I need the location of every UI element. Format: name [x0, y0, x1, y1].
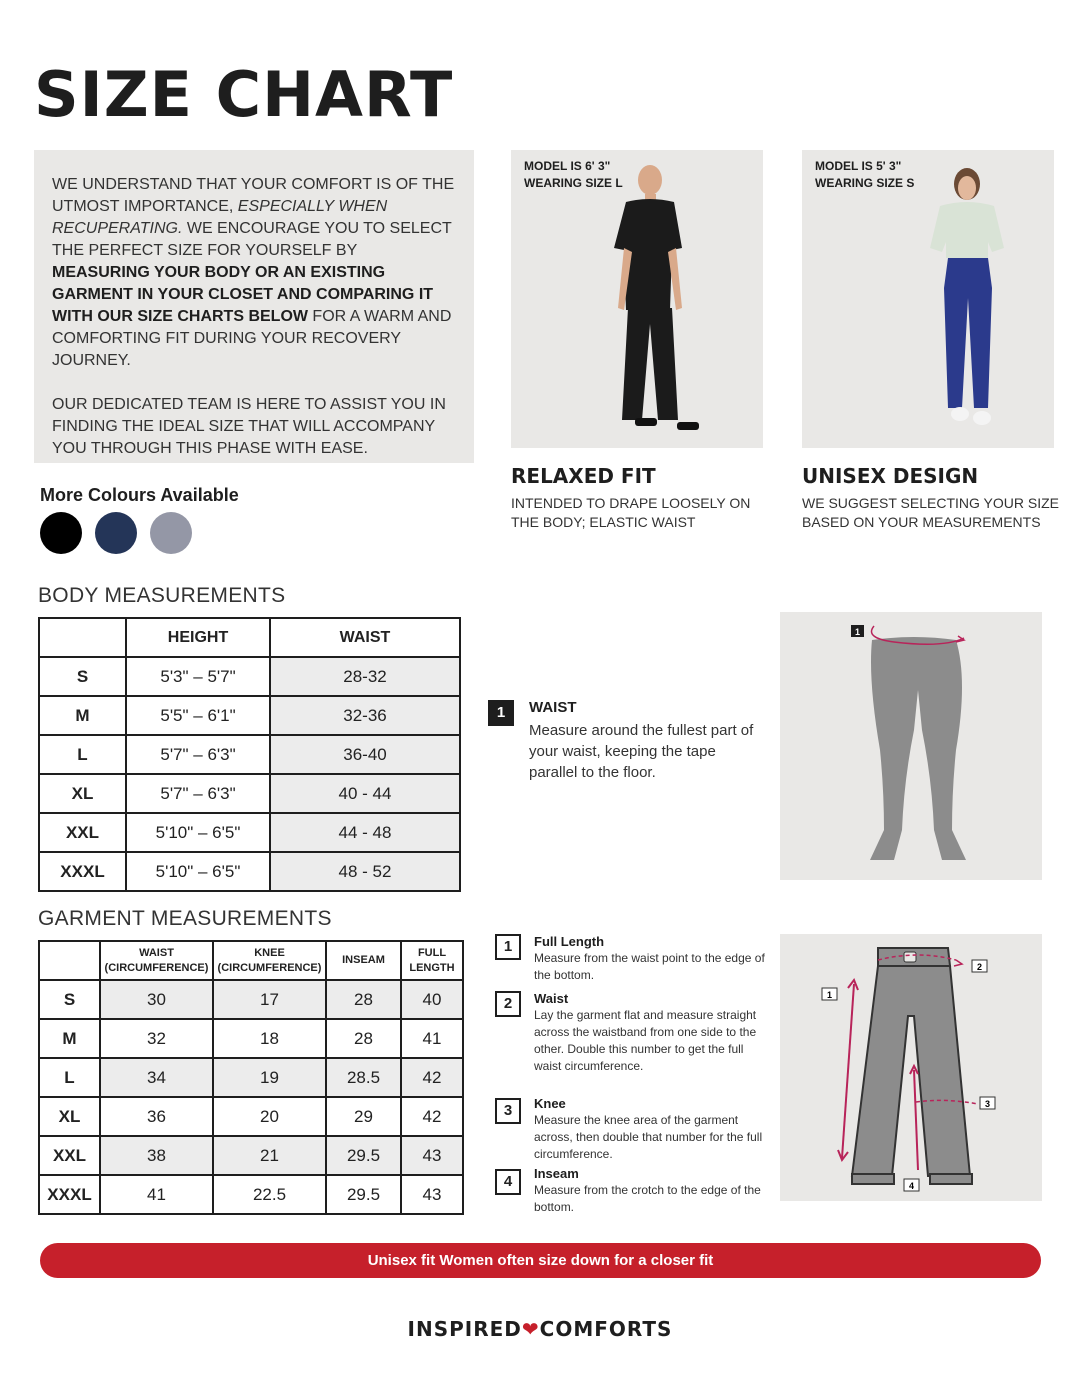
table-row: [39, 813, 460, 852]
value-cell: 21: [213, 1136, 326, 1175]
model-figure-female: [802, 150, 1054, 448]
value-cell: 5'7" – 6'3": [126, 735, 270, 774]
body-measurements-title: BODY MEASUREMENTS: [38, 584, 286, 607]
garment-measurements-table: [38, 940, 464, 1215]
size-cell: XXXL: [39, 1175, 100, 1214]
intro-text-segment: MEASURING YOUR BODY OR AN EXISTING GARMENT IN YOUR CLOSET AND COMPARING IT WITH OUR SIZE CHARTS BELOW: [52, 264, 434, 325]
table-row: [39, 852, 460, 891]
header-cell: KNEE (CIRCUMFERENCE): [213, 941, 326, 980]
size-cell: L: [39, 735, 126, 774]
table-row: [39, 1019, 463, 1058]
size-cell: L: [39, 1058, 100, 1097]
header-cell: WAIST (CIRCUMFERENCE): [100, 941, 213, 980]
swatch-navy[interactable]: [95, 512, 137, 554]
step-number: 4: [495, 1169, 521, 1195]
value-cell: 32-36: [270, 696, 460, 735]
value-cell: 5'3" – 5'7": [126, 657, 270, 696]
size-cell: M: [39, 696, 126, 735]
value-cell: 30: [100, 980, 213, 1019]
waist-step-title: WAIST: [529, 699, 577, 716]
value-cell: 32: [100, 1019, 213, 1058]
size-cell: S: [39, 657, 126, 696]
fit-title-unisex: UNISEX DESIGN: [802, 464, 979, 488]
step-desc-knee: Measure the knee area of the garment across, then double that number for the full circumference.: [534, 1113, 763, 1161]
size-cell: XL: [39, 774, 126, 813]
colours-title: More Colours Available: [40, 485, 239, 505]
table-row: [39, 774, 460, 813]
model-caption: MODEL IS 6' 3" WEARING SIZE L: [524, 159, 623, 190]
size-cell: M: [39, 1019, 100, 1058]
value-cell: 18: [213, 1019, 326, 1058]
table-row: [39, 1136, 463, 1175]
swatch-grey[interactable]: [150, 512, 192, 554]
value-cell: 40 - 44: [270, 774, 460, 813]
size-cell: XXL: [39, 813, 126, 852]
value-cell: 48 - 52: [270, 852, 460, 891]
value-cell: 28-32: [270, 657, 460, 696]
value-cell: 41: [401, 1019, 463, 1058]
table-row: [39, 1175, 463, 1214]
pants-marker: 4: [908, 1181, 915, 1191]
model-figure-male: [511, 150, 763, 448]
size-cell: XXL: [39, 1136, 100, 1175]
waist-step-desc: Measure around the fullest part of your waist, keeping the tape parallel to the floor.: [529, 722, 754, 781]
garment-measurements-title: GARMENT MEASUREMENTS: [38, 907, 332, 930]
model-caption: MODEL IS 5' 3" WEARING SIZE S: [815, 159, 915, 190]
table-row: [39, 735, 460, 774]
step-desc-inseam: Measure from the crotch to the edge of the bottom.: [534, 1183, 761, 1214]
fit-desc-unisex: WE SUGGEST SELECTING YOUR SIZE BASED ON YOUR MEASUREMENTS: [802, 495, 1059, 530]
pants-marker: 3: [984, 1099, 991, 1109]
step-number: 1: [495, 934, 521, 960]
size-cell: S: [39, 980, 100, 1019]
step-title-full-length: Full Length: [534, 934, 605, 949]
value-cell: 40: [401, 980, 463, 1019]
table-row: [39, 980, 463, 1019]
fit-note-banner: Unisex fit Women often size down for a closer fit: [40, 1243, 1041, 1278]
step-title-inseam: Inseam: [534, 1166, 579, 1181]
table-row: [39, 657, 460, 696]
table-header-row: [39, 618, 460, 657]
step-desc-full-length: Measure from the waist point to the edge of the bottom.: [534, 951, 765, 982]
intro-text-segment: ESPECIALLY WHEN RECUPERATING.: [52, 198, 388, 237]
model-photo-female: [802, 150, 1054, 448]
pants-illustration: [780, 934, 1042, 1201]
step-desc-waist: Lay the garment flat and measure straight across the waistband from one side to the other. Double this number to get the full waist circumference.: [534, 1008, 757, 1073]
body-measurements-table: [38, 617, 461, 892]
value-cell: 29.5: [326, 1175, 401, 1214]
value-cell: 28: [326, 980, 401, 1019]
step-number: 3: [495, 1098, 521, 1124]
value-cell: 41: [100, 1175, 213, 1214]
leg-diagram: [780, 612, 1042, 880]
value-cell: 22.5: [213, 1175, 326, 1214]
intro-panel: [34, 150, 474, 463]
leg-silhouette: [780, 612, 1042, 880]
table-row: [39, 696, 460, 735]
step-number: 2: [495, 991, 521, 1017]
header-cell: FULL LENGTH: [401, 941, 463, 980]
value-cell: 29.5: [326, 1136, 401, 1175]
table-row: [39, 1097, 463, 1136]
model-photo-male: [511, 150, 763, 448]
heart-icon: ❤: [521, 1317, 540, 1341]
fit-title-relaxed: RELAXED FIT: [511, 464, 656, 488]
value-cell: 42: [401, 1097, 463, 1136]
value-cell: 5'5" – 6'1": [126, 696, 270, 735]
value-cell: 43: [401, 1175, 463, 1214]
value-cell: 38: [100, 1136, 213, 1175]
step-number: 1: [488, 700, 514, 726]
swatch-black[interactable]: [40, 512, 82, 554]
value-cell: 5'10" – 6'5": [126, 813, 270, 852]
value-cell: 28.5: [326, 1058, 401, 1097]
pants-diagram: [780, 934, 1042, 1201]
value-cell: 36-40: [270, 735, 460, 774]
header-cell: [39, 941, 100, 980]
value-cell: 42: [401, 1058, 463, 1097]
value-cell: 28: [326, 1019, 401, 1058]
value-cell: 29: [326, 1097, 401, 1136]
value-cell: 34: [100, 1058, 213, 1097]
intro-text-segment: WE UNDERSTAND THAT YOUR COMFORT IS OF THE UTMOST IMPORTANCE,: [52, 176, 455, 215]
value-cell: 44 - 48: [270, 813, 460, 852]
intro-text-segment: FOR A WARM AND COMFORTING FIT DURING YOUR RECOVERY JOURNEY.: [52, 308, 452, 369]
brand-logo: INSPIRED❤COMFORTS: [407, 1317, 673, 1341]
page-title: SIZE CHART: [34, 58, 454, 131]
value-cell: 43: [401, 1136, 463, 1175]
intro-paragraph-1: [52, 174, 456, 372]
value-cell: 17: [213, 980, 326, 1019]
pants-marker: 1: [826, 990, 833, 1000]
step-title-knee: Knee: [534, 1096, 566, 1111]
table-row: [39, 1058, 463, 1097]
intro-paragraph-2: OUR DEDICATED TEAM IS HERE TO ASSIST YOU IN FINDING THE IDEAL SIZE THAT WILL ACCOMPANY YOU THROUGH THIS PHASE WITH EASE.: [52, 396, 446, 457]
pants-marker: 2: [976, 962, 983, 972]
fit-desc-relaxed: INTENDED TO DRAPE LOOSELY ON THE BODY; ELASTIC WAIST: [511, 495, 751, 530]
table-header-row: [39, 941, 463, 980]
diagram-marker: 1: [854, 627, 861, 637]
value-cell: 20: [213, 1097, 326, 1136]
intro-text-segment: WE ENCOURAGE YOU TO SELECT THE PERFECT SIZE FOR YOURSELF BY: [52, 220, 452, 259]
value-cell: 5'10" – 6'5": [126, 852, 270, 891]
header-cell: WAIST: [270, 618, 460, 657]
value-cell: 19: [213, 1058, 326, 1097]
header-cell: [39, 618, 126, 657]
value-cell: 5'7" – 6'3": [126, 774, 270, 813]
value-cell: 36: [100, 1097, 213, 1136]
step-title-waist: Waist: [534, 991, 569, 1006]
header-cell: HEIGHT: [126, 618, 270, 657]
size-cell: XL: [39, 1097, 100, 1136]
header-cell: INSEAM: [326, 941, 401, 980]
size-cell: XXXL: [39, 852, 126, 891]
